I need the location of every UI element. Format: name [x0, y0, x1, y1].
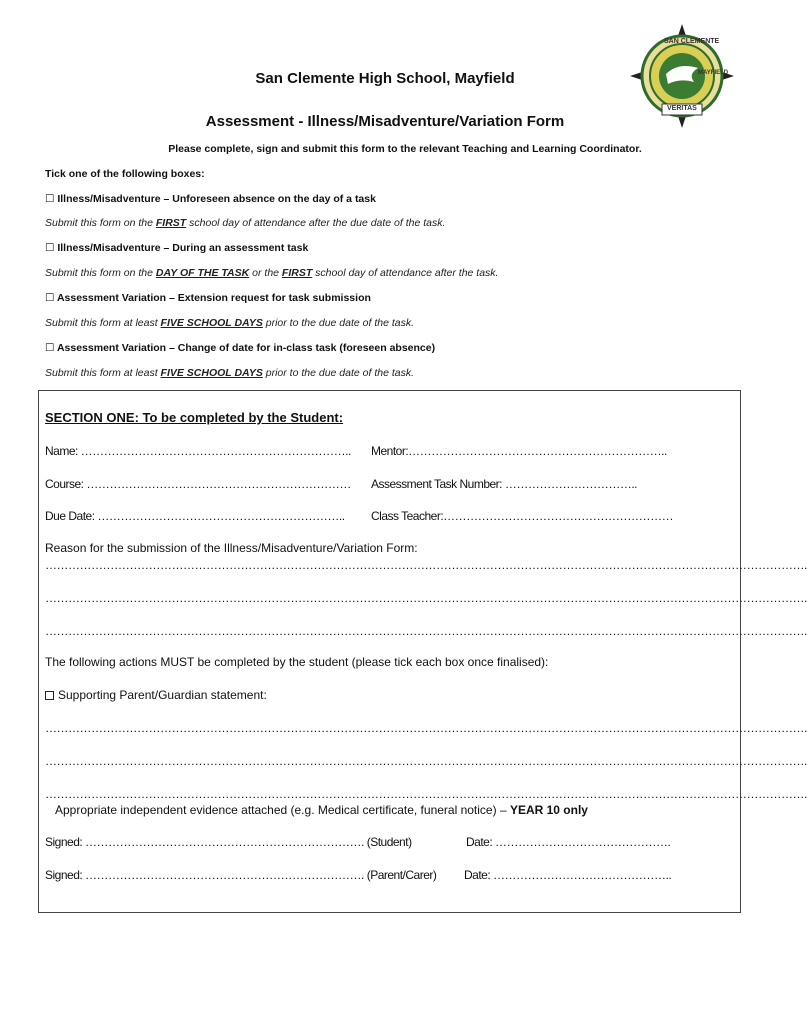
option-note-2 — [45, 267, 498, 279]
course-field[interactable]: Course: …………………………………………………………… — [45, 477, 351, 491]
parent-statement-checkbox[interactable] — [45, 688, 267, 702]
note-text: or the — [249, 267, 282, 279]
parent-statement-label: Supporting Parent/Guardian statement: — [58, 688, 267, 702]
option-note-3 — [45, 317, 414, 329]
option-checkbox-2[interactable] — [45, 242, 308, 254]
option-note-1 — [45, 217, 445, 229]
school-name: San Clemente High School, Mayfield — [255, 70, 515, 87]
evidence-year: YEAR 10 only — [509, 803, 588, 817]
reason-label: Reason for the submission of the Illness/Misadventure/Variation Form: — [45, 541, 418, 555]
logo-top-text: SAN CLEMENTE — [664, 38, 720, 45]
reason-line-3[interactable]: ………………………………………………………………………………………………………………………………………………………………………………. — [45, 624, 807, 638]
checkbox-icon: ☐ — [45, 193, 55, 205]
option-checkbox-1[interactable] — [45, 193, 376, 205]
due-date-field[interactable]: Due Date: ……………………………………………………….. — [45, 509, 345, 523]
note-emphasis: FIRST — [281, 267, 313, 279]
name-field[interactable]: Name: …………………………………………………………….. — [45, 444, 351, 458]
note-emphasis: FIVE SCHOOL DAYS — [160, 317, 263, 329]
option-note-4 — [45, 367, 414, 379]
logo-side-text: MAYFIELD — [698, 70, 729, 76]
checkbox-icon — [45, 691, 54, 700]
note-emphasis: DAY OF THE TASK — [155, 267, 250, 279]
parent-date-field[interactable]: Date: ……………………………………….. — [464, 868, 672, 882]
option-label: Illness/Misadventure – Unforeseen absence on the day of a task — [57, 193, 376, 205]
note-text: prior to the due date of the task. — [262, 317, 415, 329]
class-teacher-field[interactable]: Class Teacher:…………………………………………………… — [371, 509, 674, 523]
option-label: Assessment Variation – Change of date for in-class task (foreseen absence) — [56, 342, 436, 354]
reason-line-1[interactable]: ………………………………………………………………………………………………………………………………………………………………………………. — [45, 558, 807, 572]
form-title: Assessment - Illness/Misadventure/Variation Form — [205, 113, 565, 130]
parent-line-2[interactable]: ………………………………………………………………………………………………………………………………………………………………………………. — [45, 754, 807, 768]
checkbox-icon: ☐ — [45, 292, 55, 304]
option-checkbox-4[interactable] — [45, 342, 435, 354]
note-text: prior to the due date of the task. — [262, 367, 415, 379]
note-text: school day of attendance after the task. — [312, 267, 499, 279]
checkbox-icon: ☐ — [45, 242, 55, 254]
note-text: school day of attendance after the due date of the task. — [186, 217, 446, 229]
option-checkbox-3[interactable] — [45, 292, 371, 304]
parent-line-1[interactable]: ………………………………………………………………………………………………………………………………………………………………………………. — [45, 721, 807, 735]
note-text: Submit this form at least — [45, 317, 161, 329]
evidence-checkbox[interactable] — [55, 803, 588, 817]
note-emphasis: FIRST — [155, 217, 187, 229]
parent-signature-field[interactable]: Signed: ………………………………………………………………. (Parent/Carer) — [45, 868, 437, 882]
actions-label: The following actions MUST be completed by the student (please tick each box once finalised): — [45, 655, 549, 669]
option-label: Assessment Variation – Extension request for task submission — [56, 292, 371, 304]
note-text: Submit this form on the — [45, 217, 156, 229]
option-label: Illness/Misadventure – During an assessment task — [57, 242, 309, 254]
evidence-label: Appropriate independent evidence attached (e.g. Medical certificate, funeral notice) – — [55, 803, 510, 817]
logo-motto: VERITAS — [667, 105, 697, 112]
checkbox-icon: ☐ — [45, 342, 55, 354]
reason-line-2[interactable]: ………………………………………………………………………………………………………………………………………………………………………………. — [45, 591, 807, 605]
note-emphasis: FIVE SCHOOL DAYS — [160, 367, 263, 379]
options-intro: Tick one of the following boxes: — [45, 168, 205, 180]
student-date-field[interactable]: Date: ………………………………………. — [466, 835, 671, 849]
section-one-heading: SECTION ONE: To be completed by the Student: — [45, 410, 344, 425]
mentor-field[interactable]: Mentor:………………………………………………………….. — [371, 444, 667, 458]
form-instruction: Please complete, sign and submit this form to the relevant Teaching and Learning Coordinator. — [168, 143, 642, 155]
task-number-field[interactable]: Assessment Task Number: …………………………….. — [371, 477, 637, 491]
note-text: Submit this form on the — [45, 267, 156, 279]
note-text: Submit this form at least — [45, 367, 161, 379]
parent-line-3[interactable]: ………………………………………………………………………………………………………………………………………………………………………………. — [45, 787, 807, 801]
student-signature-field[interactable]: Signed: ………………………………………………………………. (Student) — [45, 835, 412, 849]
